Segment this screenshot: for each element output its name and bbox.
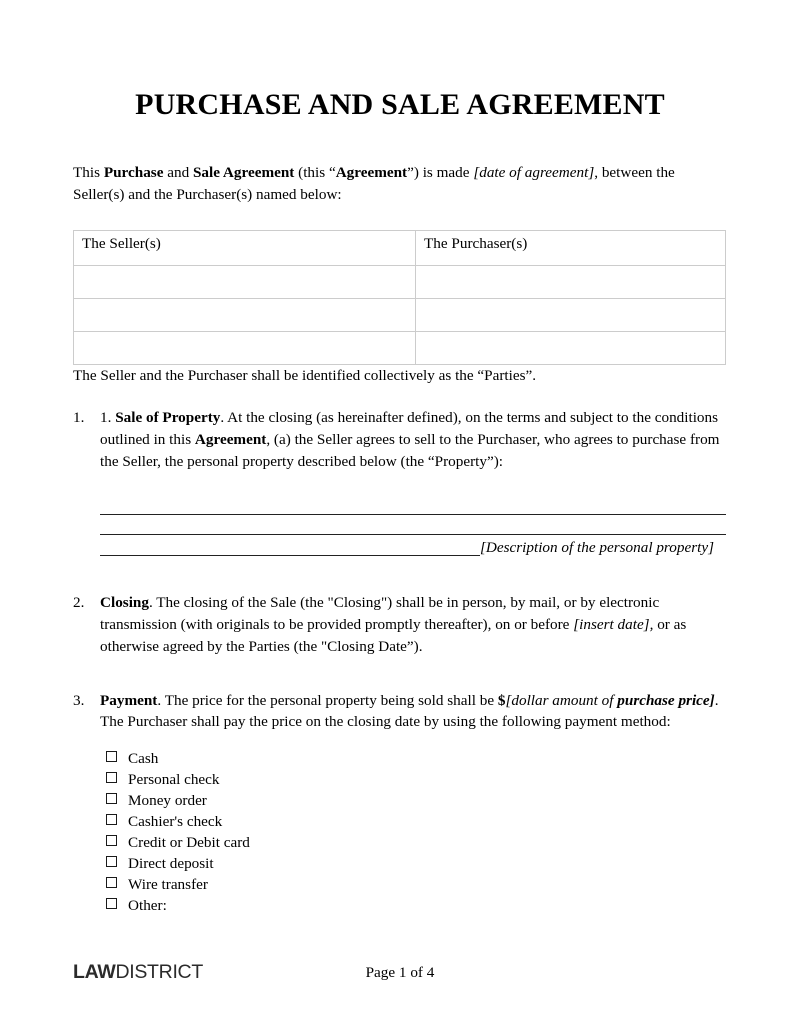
table-header-seller: The Seller(s)	[74, 231, 416, 266]
clause-closing	[73, 592, 726, 657]
payment-method-label: Direct deposit	[128, 854, 214, 872]
clause-list	[73, 407, 726, 733]
clause-2-text-2: or as otherwise agreed by the Parties (the "Closing Date”).	[100, 616, 687, 655]
parties-definition-paragraph: The Seller and the Purchaser shall be identified collectively as the “Parties”.	[73, 367, 537, 385]
page-number: Page 1 of 4	[365, 964, 435, 981]
description-rule-2[interactable]	[100, 515, 726, 535]
intro-text-2: and	[163, 164, 193, 181]
document-body	[73, 162, 726, 917]
clause-2-italic-insert-date: [insert date],	[573, 616, 654, 634]
purchaser-cell-1[interactable]	[416, 266, 726, 299]
description-rule-1[interactable]	[100, 495, 726, 515]
intro-bold-purchase: Purchase	[103, 164, 164, 181]
page-title: PURCHASE AND SALE AGREEMENT	[135, 88, 665, 122]
parties-table	[73, 230, 726, 365]
payment-method-label: Wire transfer	[128, 875, 208, 893]
payment-method-label: Cashier's check	[128, 812, 223, 830]
clause-2-text-1: . The closing of the Sale (the "Closing") shall be in person, by mail, or by electronic transmission (with originals to be provided promptly thereafter), on or before	[100, 594, 660, 634]
clause-3-bolditalic-purchase-price: purchase price]	[617, 691, 715, 709]
page-footer	[73, 963, 727, 987]
list-item[interactable]	[106, 896, 726, 917]
list-item[interactable]	[106, 833, 726, 854]
clause-3-italic-dollar-amount: [dollar amount of	[505, 691, 618, 709]
purchaser-cell-3[interactable]	[416, 332, 726, 365]
payment-method-label: Credit or Debit card	[128, 833, 250, 851]
clause-3-heading: Payment	[100, 691, 158, 709]
logo-law-text: LAW	[73, 961, 116, 983]
description-rule-3-row	[100, 535, 726, 556]
seller-cell-2[interactable]	[74, 299, 416, 332]
clause-sale-of-property	[73, 407, 726, 472]
payment-method-label: Other:	[128, 896, 167, 914]
clause-3-marker: 3.	[73, 691, 85, 709]
intro-text-4: ”) is made	[407, 164, 474, 181]
checkbox-icon[interactable]	[106, 877, 117, 888]
table-header-purchaser: The Purchaser(s)	[416, 231, 726, 266]
clause-1-text-2: , (a) the Seller agrees to sell to the Purchaser, who agrees to purchase from the Seller, the personal property described below (the “Property”):	[100, 430, 720, 470]
list-item[interactable]	[106, 791, 726, 812]
purchaser-cell-2[interactable]	[416, 299, 726, 332]
property-description-fill-lines	[100, 495, 726, 556]
list-item[interactable]	[106, 854, 726, 875]
checkbox-icon[interactable]	[106, 814, 117, 825]
seller-cell-3[interactable]	[74, 332, 416, 365]
intro-text-3: (this “	[294, 164, 336, 181]
clause-3-text-2: . The Purchaser shall pay the price on the closing date by using the following payment method:	[100, 691, 719, 731]
table-row	[74, 332, 726, 365]
clause-1-marker: 1.	[73, 409, 85, 427]
clause-3-dollar-sign: $	[497, 691, 506, 709]
intro-bold-agreement: Agreement	[335, 164, 408, 181]
checkbox-icon[interactable]	[106, 898, 117, 909]
intro-italic-date-placeholder: [date of agreement]	[473, 164, 595, 181]
clause-1-text-1: . At the closing (as hereinafter defined), on the terms and subject to the conditions outlined in this	[100, 409, 719, 448]
payment-method-checklist	[73, 749, 726, 917]
clause-1-prefix: 1.	[100, 409, 116, 427]
intro-paragraph	[73, 162, 726, 205]
table-row	[74, 266, 726, 299]
payment-method-label: Cash	[128, 750, 159, 768]
clause-3-text-1: . The price for the personal property being sold shall be	[157, 691, 498, 709]
checkbox-icon[interactable]	[106, 856, 117, 867]
list-item[interactable]	[106, 875, 726, 896]
checkbox-icon[interactable]	[106, 772, 117, 783]
checkbox-icon[interactable]	[106, 835, 117, 846]
payment-method-label: Money order	[128, 792, 207, 810]
clause-payment	[73, 690, 726, 733]
clause-1-bold-agreement: Agreement	[194, 430, 267, 448]
table-row	[74, 299, 726, 332]
table-header-row	[74, 231, 726, 266]
list-item[interactable]	[106, 749, 726, 770]
checkbox-icon[interactable]	[106, 793, 117, 804]
list-item[interactable]	[106, 812, 726, 833]
clause-2-heading: Closing	[100, 594, 149, 612]
intro-bold-sale-agreement: Sale Agreement	[192, 164, 295, 181]
clause-1-heading: Sale of Property	[115, 409, 221, 427]
payment-method-label: Personal check	[128, 771, 220, 789]
seller-cell-1[interactable]	[74, 266, 416, 299]
description-rule-3[interactable]	[100, 538, 480, 556]
list-item[interactable]	[106, 770, 726, 791]
intro-text-1: This	[73, 164, 104, 181]
clause-2-marker: 2.	[73, 594, 85, 612]
logo-district-text: DISTRICT	[115, 961, 203, 983]
checkbox-icon[interactable]	[106, 751, 117, 762]
intro-text-5: , between the Seller(s) and the Purchaser(s) named below:	[73, 164, 675, 203]
description-caption: [Description of the personal property]	[480, 539, 714, 557]
